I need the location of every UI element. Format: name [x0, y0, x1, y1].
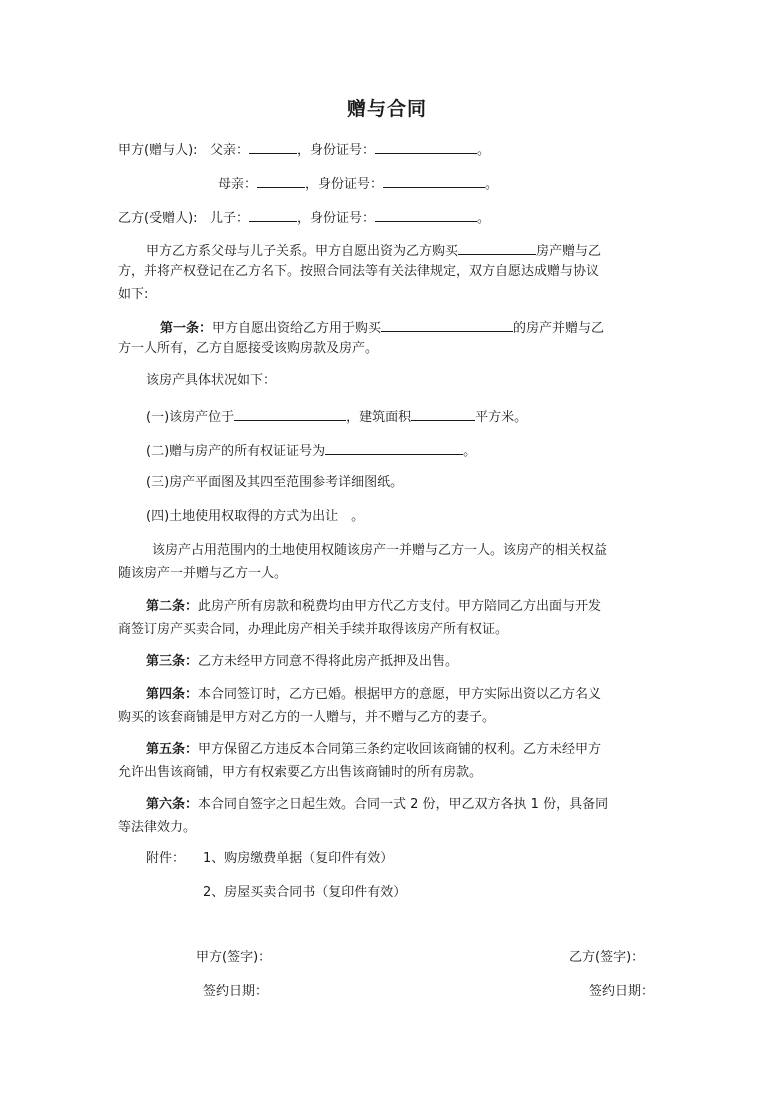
- donor-label: 甲方(赠与人):: [118, 143, 198, 158]
- attachments-label: 附件：: [146, 851, 186, 866]
- article-2-heading: 第二条：: [146, 599, 199, 614]
- document-title: 赠与合同: [346, 98, 427, 120]
- property-area-blank[interactable]: [411, 406, 475, 421]
- son-name-blank[interactable]: [249, 207, 297, 222]
- party-b-sign-date[interactable]: 签约日期：: [589, 984, 655, 999]
- article-5-line-1: [146, 741, 601, 759]
- mother-name-blank[interactable]: [257, 173, 305, 188]
- intro-text: 房产赠与乙: [536, 244, 602, 259]
- article-2-line-2: 商签订房产买卖合同，办理此房产相关手续并取得该房产所有权证。: [118, 622, 509, 637]
- article-6-text: 本合同自签字之日起生效。合同一式 2 份，甲乙双方各执 1 份，具备同: [198, 797, 609, 812]
- article-1-property-blank[interactable]: [381, 317, 513, 332]
- article-4-heading: 第四条：: [146, 687, 199, 702]
- article-6-heading: 第六条：: [146, 797, 199, 812]
- land-line-1: 该房产占用范围内的土地使用权随该房产一并赠与乙方一人。该房产的相关权益: [152, 543, 608, 558]
- property-item-1: [146, 406, 527, 427]
- property-item-4: (四)土地使用权取得的方式为出让 。: [146, 509, 365, 524]
- father-id-blank[interactable]: [375, 139, 477, 154]
- article-1-line-1: [160, 317, 604, 338]
- article-3-line-1: [146, 653, 458, 671]
- period: 。: [476, 143, 490, 158]
- property-text: 平方米。: [475, 410, 528, 425]
- article-5-heading: 第五条：: [146, 742, 199, 757]
- son-label: 儿子：: [209, 211, 249, 226]
- property-text: 。: [463, 444, 477, 459]
- party-b-signature[interactable]: 乙方(签字)：: [569, 950, 645, 965]
- article-6-line-1: [146, 796, 608, 814]
- father-name-blank[interactable]: [249, 139, 297, 154]
- id-label: ，身份证号：: [296, 211, 375, 226]
- id-label: ，身份证号：: [296, 143, 375, 158]
- article-4-text: 本合同签订时，乙方已婚。根据甲方的意愿，甲方实际出资以乙方名义: [198, 687, 602, 702]
- article-5-text: 甲方保留乙方违反本合同第三条约定收回该商铺的权利。乙方未经甲方: [198, 742, 602, 757]
- article-1-text: 甲方自愿出资给乙方用于购买: [212, 321, 382, 336]
- donor-mother-line: [218, 173, 498, 194]
- son-id-blank[interactable]: [375, 207, 477, 222]
- party-a-sign-date[interactable]: 签约日期：: [203, 984, 269, 999]
- recipient-son-line: [118, 207, 490, 228]
- article-4-line-1: [146, 686, 601, 704]
- attachment-item-1: 1、购房缴费单据（复印件有效）: [203, 851, 394, 866]
- article-6-line-2: 等法律效力。: [118, 820, 197, 835]
- father-label: 父亲：: [209, 143, 249, 158]
- attachment-item-2: 2、房屋买卖合同书（复印件有效）: [203, 885, 407, 900]
- intro-line-2: 方，并将产权登记在乙方名下。按照合同法等有关法律规定，双方自愿达成赠与协议: [118, 264, 600, 279]
- article-4-line-2: 购买的该套商铺是甲方对乙方的一人赠与，并不赠与乙方的妻子。: [118, 710, 496, 725]
- property-intro: 该房产具体状况如下：: [146, 373, 277, 388]
- mother-label: 母亲：: [218, 177, 258, 192]
- property-location-blank[interactable]: [234, 406, 346, 421]
- donor-father-line: [118, 139, 490, 160]
- party-a-signature[interactable]: 甲方(签字)：: [196, 950, 272, 965]
- certificate-number-blank[interactable]: [325, 440, 463, 455]
- article-1-text: 的房产并赠与乙: [513, 321, 605, 336]
- intro-line-1: [146, 240, 601, 261]
- article-5-line-2: 允许出售该商铺，甲方有权索要乙方出售该商铺时的所有房款。: [118, 765, 483, 780]
- mother-id-blank[interactable]: [383, 173, 485, 188]
- property-item-2: [146, 440, 476, 461]
- period: 。: [476, 211, 490, 226]
- article-3-heading: 第三条：: [146, 654, 199, 669]
- property-text: ，建筑面积: [346, 410, 412, 425]
- property-text: (二)赠与房产的所有权证证号为: [146, 444, 326, 459]
- article-1-heading: 第一条：: [160, 321, 213, 336]
- intro-property-blank[interactable]: [458, 240, 536, 255]
- property-item-3: (三)房产平面图及其四至范围参考详细图纸。: [146, 475, 404, 490]
- id-label: ，身份证号：: [305, 177, 384, 192]
- intro-line-3: 如下:: [118, 287, 149, 302]
- article-1-line-2: 方一人所有，乙方自愿接受该购房款及房产。: [118, 341, 379, 356]
- property-text: (一)该房产位于: [146, 410, 235, 425]
- article-2-line-1: [146, 598, 601, 616]
- recipient-label: 乙方(受赠人):: [118, 211, 198, 226]
- land-line-2: 随该房产一并赠与乙方一人。: [118, 566, 288, 581]
- intro-text: 甲方乙方系父母与儿子关系。甲方自愿出资为乙方购买: [146, 244, 459, 259]
- article-2-text: 此房产所有房款和税费均由甲方代乙方支付。甲方陪同乙方出面与开发: [198, 599, 602, 614]
- article-3-text: 乙方未经甲方同意不得将此房产抵押及出售。: [198, 654, 459, 669]
- period: 。: [485, 177, 499, 192]
